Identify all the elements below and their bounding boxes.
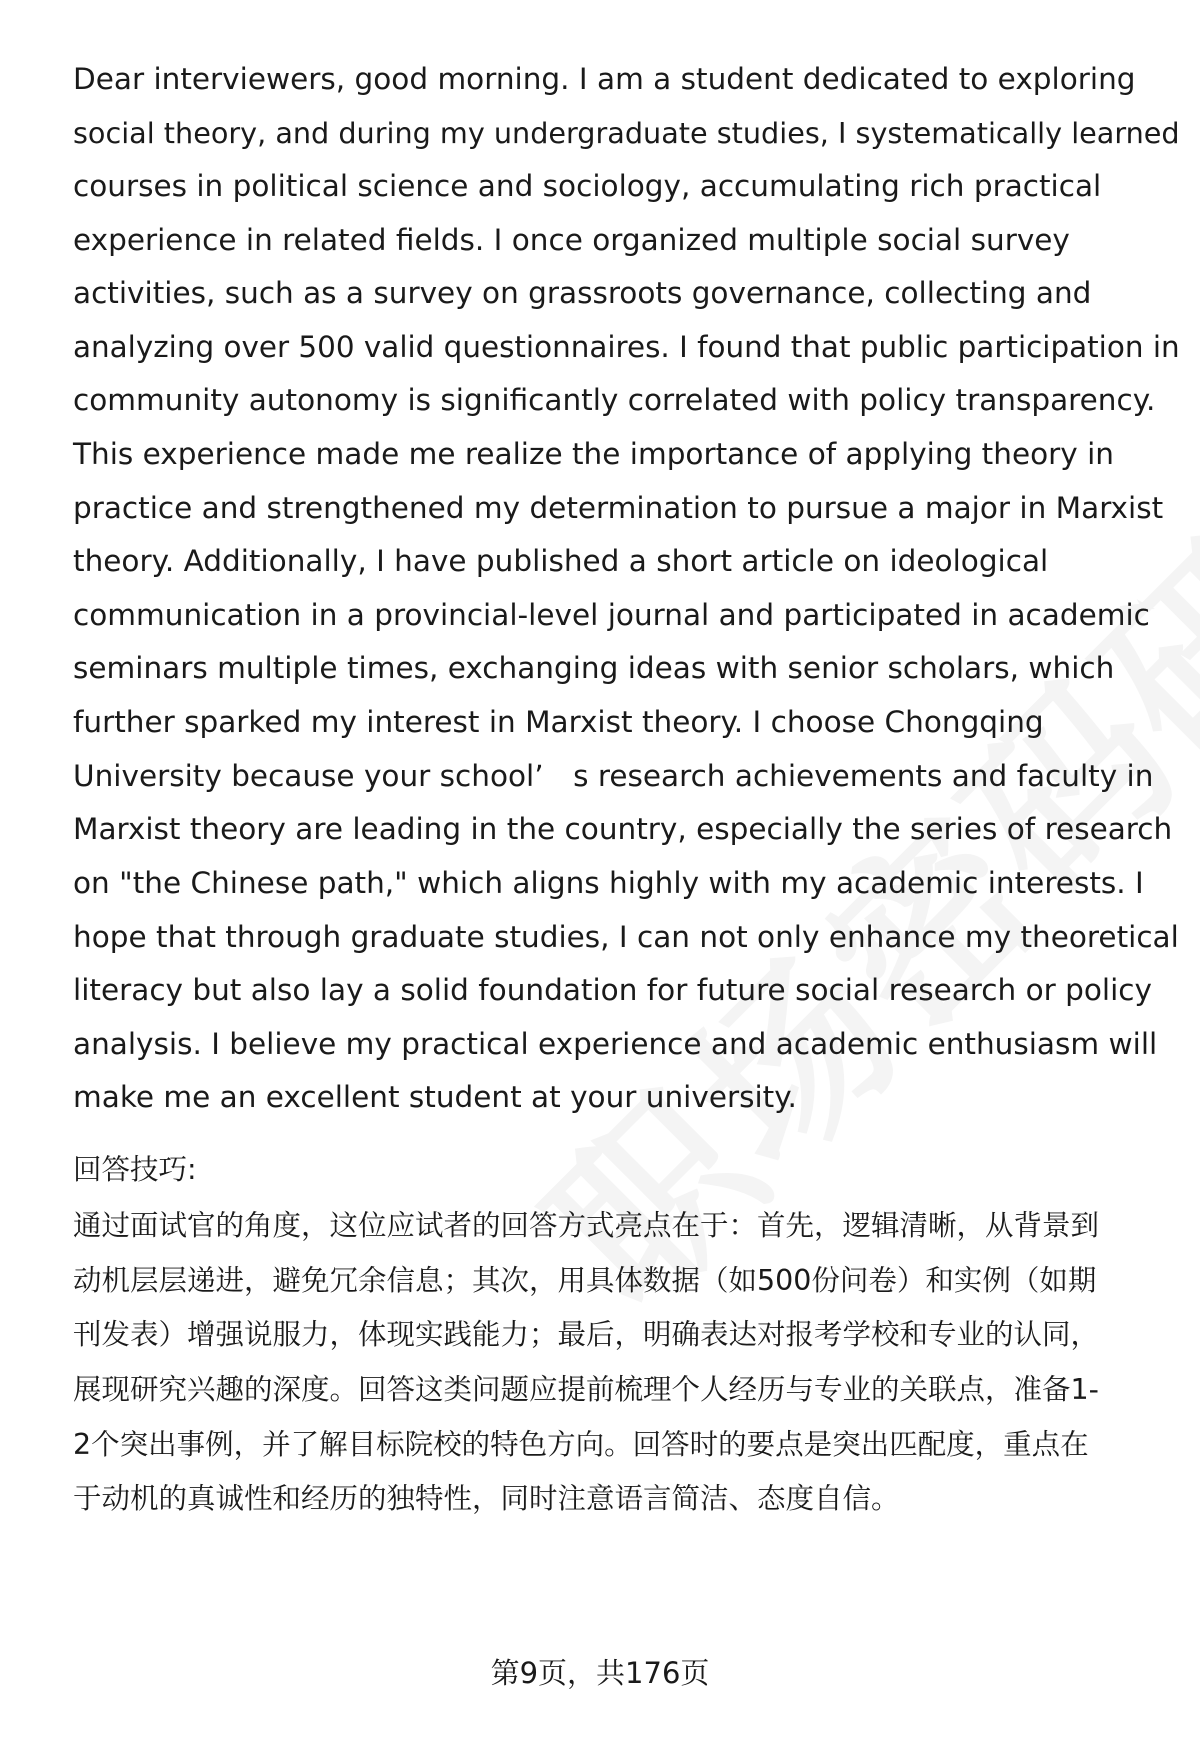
answer-line: experience in related fields. I once organized multiple social survey <box>73 223 1070 257</box>
answer-line: social theory, and during my undergraduate studies, I systematically learned <box>73 116 1180 150</box>
answer-line: University because your school’ s research achievements and faculty in <box>73 759 1154 793</box>
answer-line: communication in a provincial-level journal and participated in academic <box>73 598 1150 632</box>
answer-line: analysis. I believe my practical experience and academic enthusiasm will <box>73 1027 1158 1061</box>
answer-line: Marxist theory are leading in the country, especially the series of research <box>73 812 1173 846</box>
tips-line: 于动机的真诚性和经历的独特性，同时注意语言简洁、态度自信。 <box>73 1482 900 1515</box>
answer-line: community autonomy is significantly correlated with policy transparency. <box>73 383 1156 417</box>
answer-line: practice and strengthened my determination to pursue a major in Marxist <box>73 491 1164 525</box>
answer-line: Dear interviewers, good morning. I am a student dedicated to exploring <box>73 62 1136 96</box>
answer-line: seminars multiple times, exchanging ideas with senior scholars, which <box>73 651 1115 685</box>
tips-heading: 回答技巧: <box>73 1153 197 1186</box>
answer-line: analyzing over 500 valid questionnaires. I found that public participation in <box>73 330 1180 364</box>
tips-line: 展现研究兴趣的深度。回答这类问题应提前梳理个人经历与专业的关联点，准备1- <box>73 1373 1099 1406</box>
answer-line: theory. Additionally, I have published a short article on ideological <box>73 544 1049 578</box>
answer-line: This experience made me realize the importance of applying theory in <box>73 437 1114 471</box>
page-number-footer: 第9页，共176页 <box>490 1656 710 1690</box>
answer-line: further sparked my interest in Marxist theory. I choose Chongqing <box>73 705 1044 739</box>
answer-line: activities, such as a survey on grassroots governance, collecting and <box>73 276 1092 310</box>
tips-line: 通过面试官的角度，这位应试者的回答方式亮点在于：首先，逻辑清晰，从背景到 <box>73 1209 1100 1242</box>
answer-line: courses in political science and sociology, accumulating rich practical <box>73 169 1102 203</box>
answer-line: hope that through graduate studies, I can not only enhance my theoretical <box>73 920 1179 954</box>
tips-line: 动机层层递进，避免冗余信息；其次，用具体数据（如500份问卷）和实例（如期 <box>73 1264 1097 1297</box>
answer-line: make me an excellent student at your university. <box>73 1080 797 1114</box>
tips-line: 刊发表）增强说服力，体现实践能力；最后，明确表达对报考学校和专业的认同， <box>73 1318 1100 1351</box>
answer-line: on "the Chinese path," which aligns highly with my academic interests. I <box>73 866 1144 900</box>
answer-line: literacy but also lay a solid foundation for future social research or policy <box>73 973 1152 1007</box>
tips-line: 2个突出事例，并了解目标院校的特色方向。回答时的要点是突出匹配度，重点在 <box>73 1428 1089 1461</box>
